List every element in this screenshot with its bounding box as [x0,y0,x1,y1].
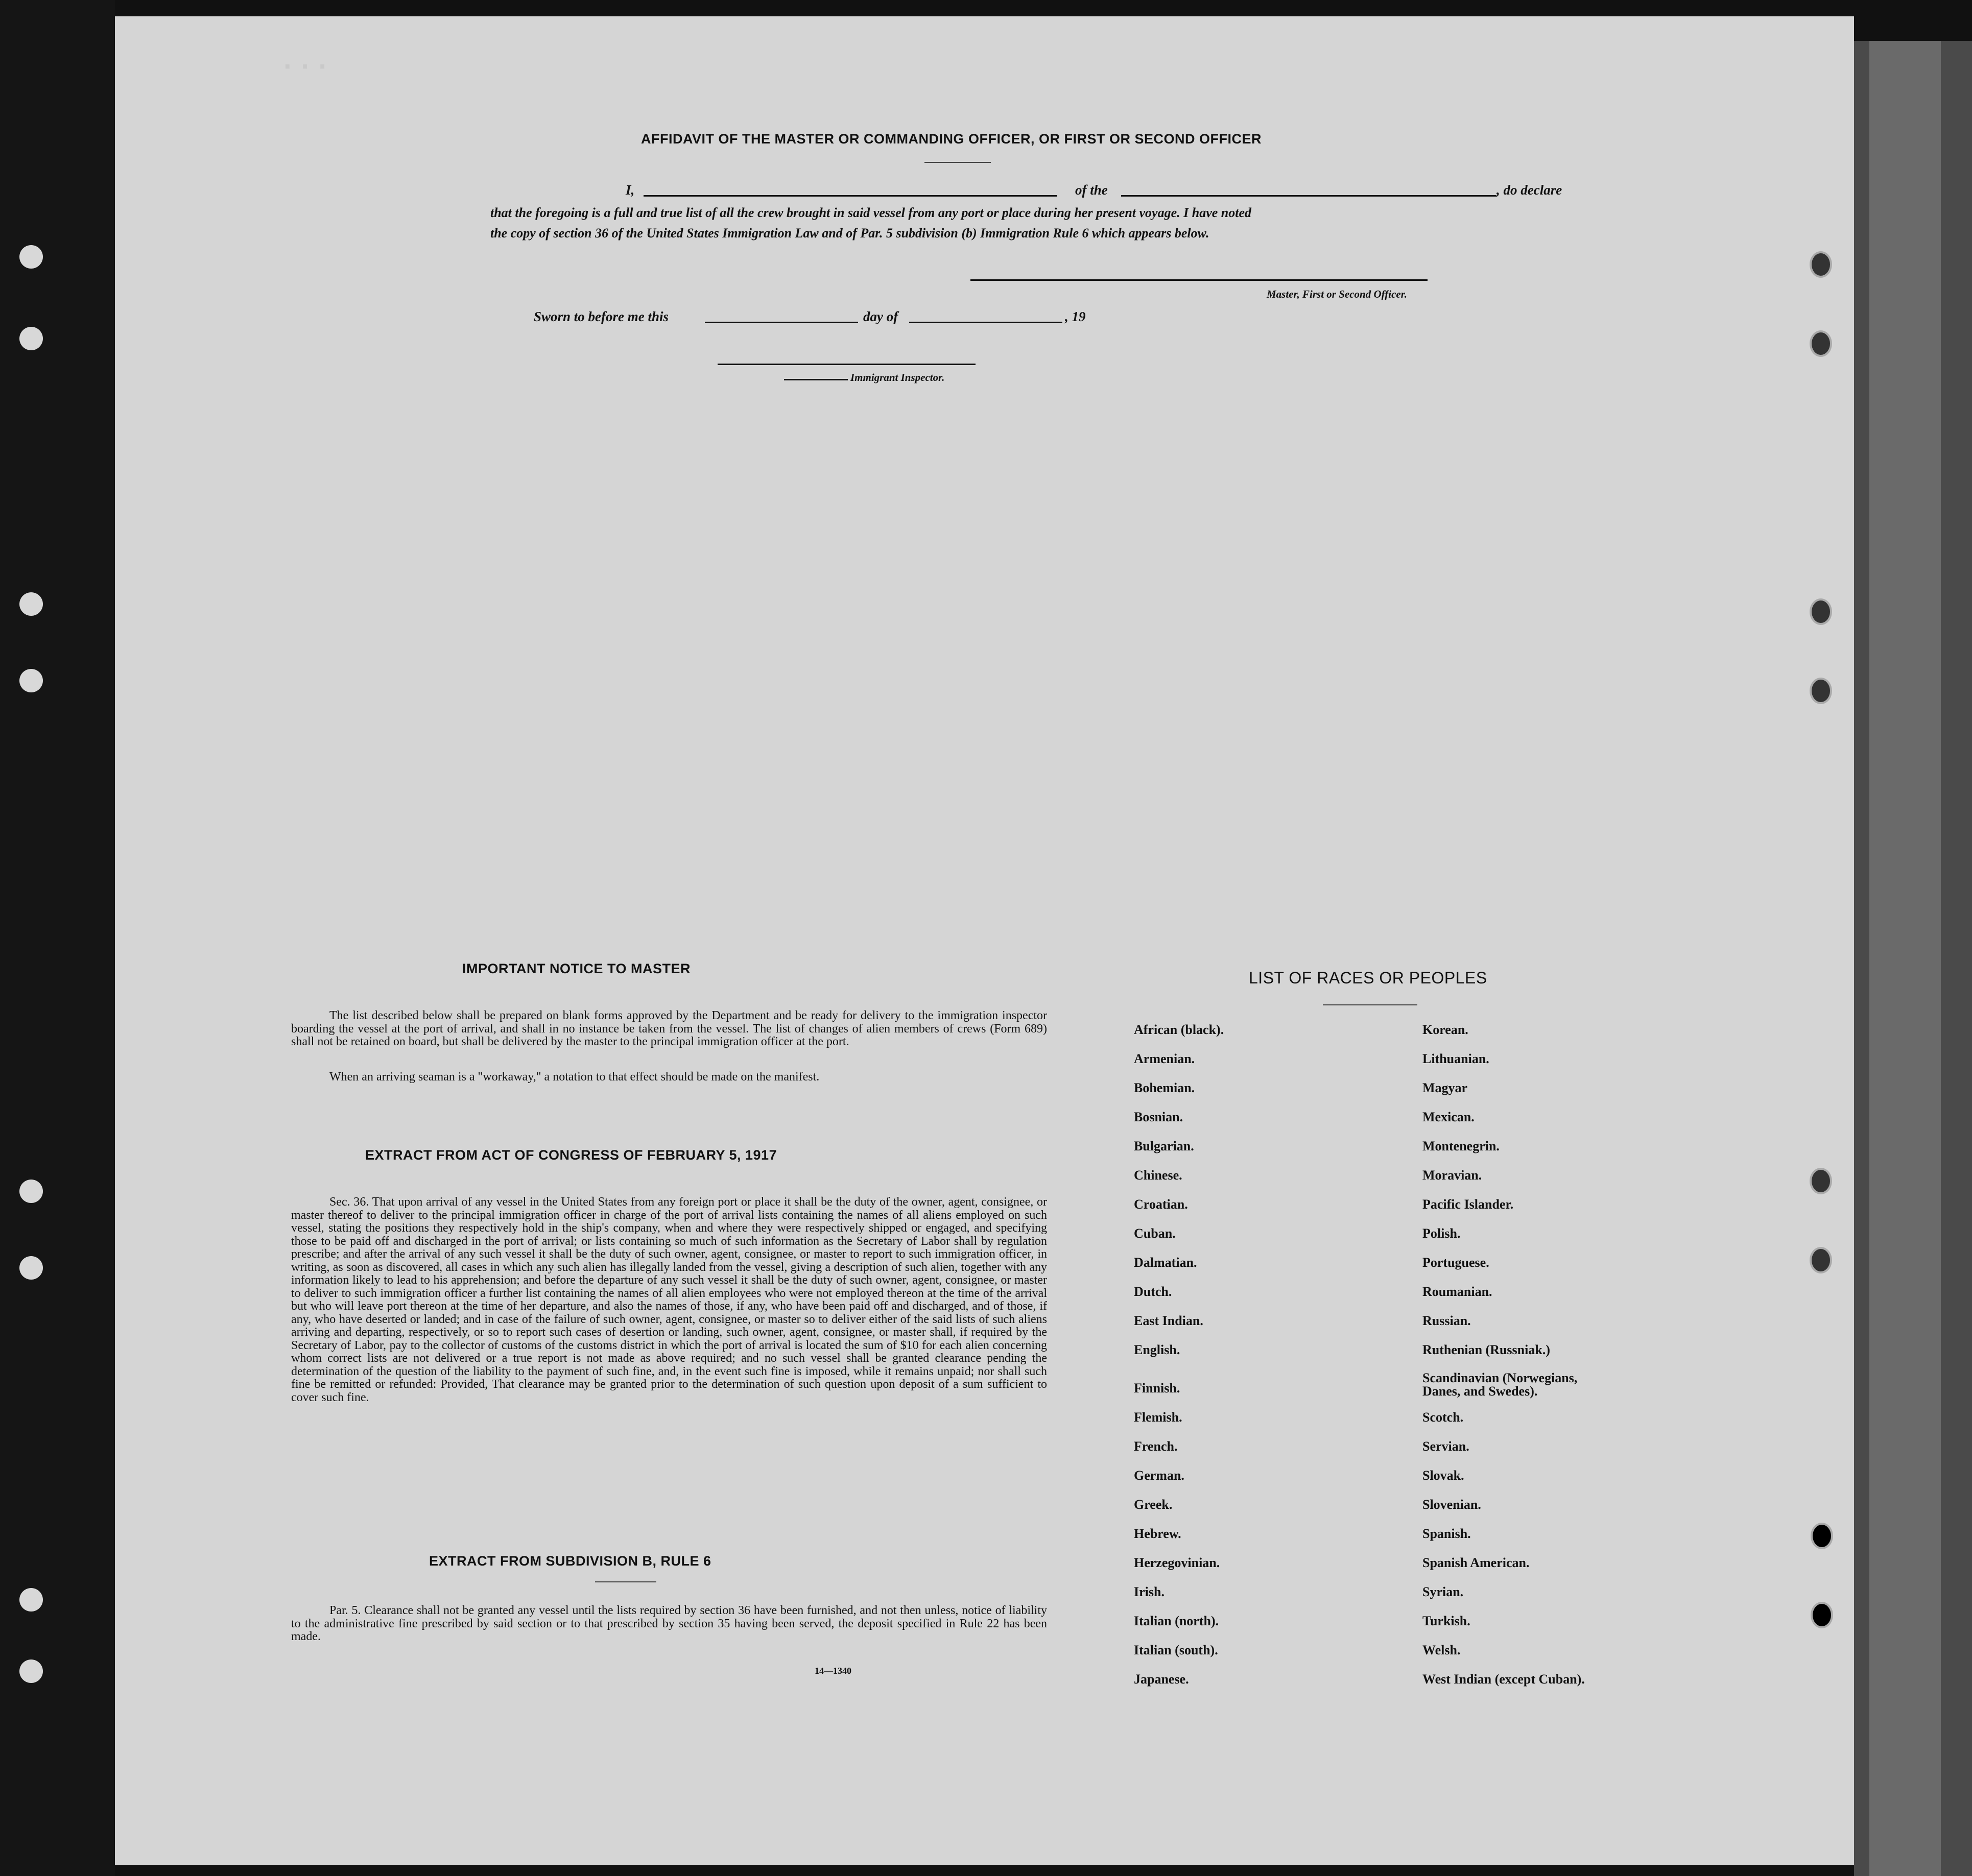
race-item: French. [1134,1439,1178,1454]
race-item: Dalmatian. [1134,1255,1197,1270]
race-item: Korean. [1422,1022,1468,1037]
race-item: Turkish. [1422,1614,1470,1628]
race-item: Japanese. [1134,1672,1189,1687]
binder-hole [1810,330,1832,357]
notice-title: IMPORTANT NOTICE TO MASTER [462,961,691,976]
race-item: Spanish American. [1422,1555,1530,1570]
inspector-label: Immigrant Inspector. [850,371,945,383]
race-item: Croatian. [1134,1197,1188,1212]
races-title-underline [1323,1004,1417,1005]
title-underline [924,162,991,163]
extract-rule-title: EXTRACT FROM SUBDIVISION B, RULE 6 [429,1553,711,1569]
race-item: Roumanian. [1422,1284,1492,1299]
binder-hole [1810,678,1832,704]
race-item: Lithuanian. [1422,1051,1489,1066]
race-item: Syrian. [1422,1584,1464,1599]
punch-hole [19,1256,43,1280]
day-of-label: day of [863,309,898,324]
notice-paragraph-2: When an arriving seaman is a "workaway," a notation to that effect should be made on the manifest. [329,1070,820,1084]
punch-hole [19,1659,43,1683]
race-item: Hebrew. [1134,1526,1181,1541]
race-item: Herzegovinian. [1134,1555,1220,1570]
punch-hole [19,669,43,692]
binder-hole [1811,1523,1833,1549]
form-number: 14—1340 [815,1666,851,1676]
binder-hole [1810,251,1832,278]
race-item: West Indian (except Cuban). [1422,1672,1585,1687]
affidavit-declare-label: , do declare [1496,182,1562,198]
race-item: Pacific Islander. [1422,1197,1514,1212]
races-title: LIST OF RACES OR PEOPLES [1249,969,1487,987]
manifest-page [115,16,1854,1865]
inspector-label-rule [784,379,848,380]
race-item: Russian. [1422,1313,1471,1328]
race-item: Cuban. [1134,1226,1176,1241]
race-item: Bosnian. [1134,1110,1183,1124]
affidavit-i-label: I, [626,182,635,198]
race-item: Italian (south). [1134,1643,1218,1657]
officer-signature-label: Master, First or Second Officer. [1267,288,1407,300]
binder-hole [1811,1602,1833,1628]
binder-hole [1810,1168,1832,1194]
race-item: Bulgarian. [1134,1139,1194,1153]
race-item: Servian. [1422,1439,1469,1454]
race-item: English. [1134,1342,1180,1357]
extract-rule-text: Par. 5. Clearance shall not be granted any vessel until the lists required by section 36 have been furnished, and not then unless, notice of liability to the administrative fine prescribed by said section or to that prescribed by section 35 having been served, the deposit specified in Rule 22 has been made. [291,1604,1047,1643]
race-item: Scotch. [1422,1410,1464,1425]
race-item: African (black). [1134,1022,1224,1037]
punch-hole [19,1588,43,1612]
scan-left-edge [0,0,115,1876]
race-item: Armenian. [1134,1051,1195,1066]
race-item: Greek. [1134,1497,1173,1512]
race-item: Flemish. [1134,1410,1182,1425]
race-item: Portuguese. [1422,1255,1489,1270]
sworn-day-field[interactable] [705,322,858,323]
affidavit-line-1: that the foregoing is a full and true list of all the crew brought in said vessel from any port or place during her present voyage. I have noted [490,205,1252,220]
binder-hole [1810,598,1832,625]
extract-rule-underline [595,1581,656,1582]
race-item: East Indian. [1134,1313,1203,1328]
race-item: Irish. [1134,1584,1165,1599]
race-item: Moravian. [1422,1168,1482,1183]
punch-hole [19,1180,43,1203]
inspector-signature-field[interactable] [718,364,976,365]
race-item: Mexican. [1422,1110,1475,1124]
race-item: Slovenian. [1422,1497,1481,1512]
vessel-name-field[interactable] [1121,195,1496,197]
race-item: Finnish. [1134,1381,1180,1396]
punch-hole [19,327,43,350]
race-item: Montenegrin. [1422,1139,1500,1153]
binder-hole [1810,1247,1832,1273]
race-item: Scandinavian (Norwegians, Danes, and Swedes). [1422,1370,1578,1399]
affidavit-of-the-label: of the [1075,182,1108,198]
race-item: Bohemian. [1134,1080,1195,1095]
race-item: Ruthenian (Russniak.) [1422,1342,1550,1357]
race-item: Dutch. [1134,1284,1172,1299]
scan-right-edge [1854,41,1972,1876]
declarant-name-field[interactable] [644,195,1057,197]
race-item: Spanish. [1422,1526,1471,1541]
race-item: Chinese. [1134,1168,1182,1183]
sworn-label: Sworn to before me this [534,309,669,324]
race-item: German. [1134,1468,1184,1483]
sworn-month-field[interactable] [909,322,1062,323]
extract-act-text: Sec. 36. That upon arrival of any vessel in the United States from any foreign port or place it shall be the duty of the owner, agent, consignee, or master thereof to deliver to the principal immigration officer in charge of the port of arrival lists containing the names of all aliens employed on such vessel, stating the positions they respectively hold in the ship's company, when and where they were respectively shipped or engaged, and specifying those to be paid off and discharged in the port of arrival; or lists containing so much of such information as the Secretary of Labor shall by regulation prescribe; and after the arrival of any such vessel it shall be the duty of such owner, agent, consignee, or master to report to such immigration officer, in writing, as soon as discovered, all cases in which any such alien has illegally landed from the vessel, giving a description of such alien, together with any information likely to lead to his apprehension; and before the departure of any such vessel it shall be the duty of such owner, agent, consignee, or master to deliver to such immigration officer a further list containing the names of all alien employees who were not employed thereon at the time of the arrival but who will leave port thereon at the time of her departure, and also the names of those, if any, who have been paid off and discharged, and of those, if any, who have deserted or landed; and in case of the failure of such owner, agent, consignee, or master so to deliver either of the said lists of such aliens arriving and departing, respectively, or so to report such cases of desertion or landing, such owner, agent, consignee, or master shall, if required by the Secretary of Labor, pay to the collector of customs of the customs district in which the port of arrival is located the sum of $10 for each alien concerning whom correct lists are not delivered or a true report is not made as above required; and no such vessel shall be granted clearance pending the determination of the question of the liability to the payment of such fine, and, in the event such fine is imposed, while it remains unpaid; nor shall such fine be remitted or refunded: Provided, That clearance may be granted prior to the determination of such question upon deposit of a sum sufficient to cover such fine. [291,1195,1047,1404]
punch-hole [19,245,43,269]
extract-act-title: EXTRACT FROM ACT OF CONGRESS OF FEBRUARY 5, 1917 [365,1147,777,1163]
race-item: Welsh. [1422,1643,1461,1657]
race-item: Magyar [1422,1080,1468,1095]
notice-paragraph-1: The list described below shall be prepared on blank forms approved by the Department and be ready for delivery to the immigration inspector boarding the vessel at the port of arrival, and shall in no instance be taken from the vessel. The list of changes of alien members of crews (Form 689) shall not be retained on board, but shall be delivered by the master to the principal immigration officer at the port. [291,1009,1047,1048]
race-item: Polish. [1422,1226,1461,1241]
race-item: Slovak. [1422,1468,1464,1483]
affidavit-title: AFFIDAVIT OF THE MASTER OR COMMANDING OFFICER, OR FIRST OR SECOND OFFICER [641,131,1262,147]
bleed-through-text: · · · [283,50,328,82]
affidavit-line-2: the copy of section 36 of the United States Immigration Law and of Par. 5 subdivision (b) Immigration Rule 6 which appears below. [490,226,1209,240]
year-label: , 19 [1065,309,1086,324]
race-item: Italian (north). [1134,1614,1219,1628]
punch-hole [19,592,43,616]
officer-signature-field[interactable] [970,279,1428,281]
